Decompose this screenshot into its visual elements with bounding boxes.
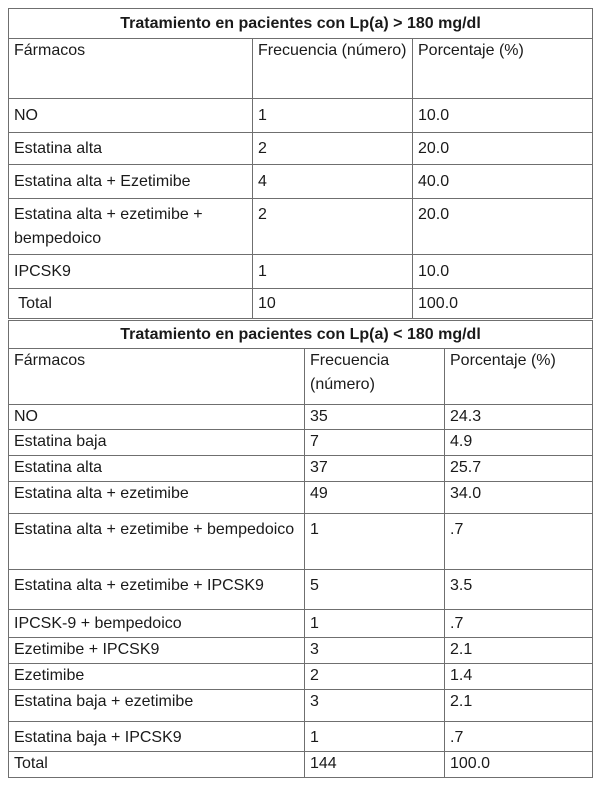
cell-farmaco: NO bbox=[9, 405, 305, 430]
table-row bbox=[9, 199, 593, 255]
cell-frecuencia: 3 bbox=[305, 690, 445, 722]
cell-farmaco: Ezetimibe bbox=[9, 664, 305, 690]
cell-frecuencia: 1 bbox=[305, 610, 445, 638]
table-row bbox=[9, 165, 593, 199]
table-row bbox=[9, 430, 593, 456]
table-row bbox=[9, 690, 593, 722]
cell-frecuencia: 1 bbox=[305, 514, 445, 570]
cell-frecuencia: 2 bbox=[253, 133, 413, 165]
table-row bbox=[9, 99, 593, 133]
header-porcentaje: Porcentaje (%) bbox=[445, 349, 593, 405]
cell-frecuencia: 1 bbox=[253, 255, 413, 289]
cell-farmaco: Estatina alta + ezetimibe + bempedoico bbox=[9, 514, 305, 570]
cell-farmaco: IPCSK9 bbox=[9, 255, 253, 289]
cell-frecuencia: 37 bbox=[305, 456, 445, 482]
cell-porcentaje: 25.7 bbox=[445, 456, 593, 482]
cell-farmaco: Estatina alta + Ezetimibe bbox=[9, 165, 253, 199]
table-row bbox=[9, 570, 593, 610]
cell-porcentaje: 34.0 bbox=[445, 482, 593, 514]
cell-frecuencia: 2 bbox=[253, 199, 413, 255]
cell-farmaco: Estatina baja bbox=[9, 430, 305, 456]
cell-frecuencia: 1 bbox=[253, 99, 413, 133]
cell-frecuencia: 35 bbox=[305, 405, 445, 430]
table-row bbox=[9, 722, 593, 752]
cell-porcentaje: 2.1 bbox=[445, 690, 593, 722]
cell-farmaco: Estatina alta bbox=[9, 456, 305, 482]
cell-porcentaje: .7 bbox=[445, 610, 593, 638]
cell-farmaco: Estatina baja + ezetimibe bbox=[9, 690, 305, 722]
table-row bbox=[9, 133, 593, 165]
cell-frecuencia: 2 bbox=[305, 664, 445, 690]
cell-porcentaje: 1.4 bbox=[445, 664, 593, 690]
cell-frecuencia: 7 bbox=[305, 430, 445, 456]
cell-porcentaje: 20.0 bbox=[413, 199, 593, 255]
table-row bbox=[9, 255, 593, 289]
cell-frecuencia: 49 bbox=[305, 482, 445, 514]
cell-porcentaje: 20.0 bbox=[413, 133, 593, 165]
cell-frecuencia: 4 bbox=[253, 165, 413, 199]
cell-farmaco: Estatina alta + ezetimibe bbox=[9, 482, 305, 514]
cell-porcentaje: 3.5 bbox=[445, 570, 593, 610]
header-farmacos: Fármacos bbox=[9, 349, 305, 405]
cell-farmaco: IPCSK-9 + bempedoico bbox=[9, 610, 305, 638]
cell-farmaco: NO bbox=[9, 99, 253, 133]
table-row bbox=[9, 482, 593, 514]
table-total-row bbox=[9, 752, 593, 778]
cell-porcentaje: 2.1 bbox=[445, 638, 593, 664]
cell-porcentaje: 100.0 bbox=[413, 289, 593, 319]
cell-frecuencia: 144 bbox=[305, 752, 445, 778]
table-title: Tratamiento en pacientes con Lp(a) < 180 mg/dl bbox=[9, 321, 593, 349]
table-row bbox=[9, 514, 593, 570]
cell-frecuencia: 5 bbox=[305, 570, 445, 610]
cell-farmaco: Total bbox=[9, 289, 253, 319]
table-title: Tratamiento en pacientes con Lp(a) > 180 mg/dl bbox=[9, 9, 593, 39]
cell-farmaco: Estatina alta + ezetimibe + bempedoico bbox=[9, 199, 253, 255]
cell-farmaco: Estatina alta bbox=[9, 133, 253, 165]
cell-porcentaje: .7 bbox=[445, 514, 593, 570]
header-porcentaje: Porcentaje (%) bbox=[413, 39, 593, 99]
cell-porcentaje: 40.0 bbox=[413, 165, 593, 199]
cell-farmaco: Estatina alta + ezetimibe + IPCSK9 bbox=[9, 570, 305, 610]
cell-frecuencia: 1 bbox=[305, 722, 445, 752]
table-header-row bbox=[9, 349, 593, 405]
cell-farmaco: Ezetimibe + IPCSK9 bbox=[9, 638, 305, 664]
header-farmacos: Fármacos bbox=[9, 39, 253, 99]
table-lpa-below-180 bbox=[8, 320, 593, 778]
cell-porcentaje: .7 bbox=[445, 722, 593, 752]
cell-frecuencia: 10 bbox=[253, 289, 413, 319]
table-row bbox=[9, 405, 593, 430]
cell-porcentaje: 10.0 bbox=[413, 99, 593, 133]
table-lpa-above-180 bbox=[8, 8, 593, 319]
table-total-row bbox=[9, 289, 593, 319]
header-frecuencia: Frecuencia (número) bbox=[305, 349, 445, 405]
table-row bbox=[9, 664, 593, 690]
header-frecuencia: Frecuencia (número) bbox=[253, 39, 413, 99]
cell-farmaco: Estatina baja + IPCSK9 bbox=[9, 722, 305, 752]
cell-porcentaje: 10.0 bbox=[413, 255, 593, 289]
cell-frecuencia: 3 bbox=[305, 638, 445, 664]
cell-porcentaje: 24.3 bbox=[445, 405, 593, 430]
cell-porcentaje: 100.0 bbox=[445, 752, 593, 778]
table-row bbox=[9, 610, 593, 638]
table-row bbox=[9, 638, 593, 664]
cell-porcentaje: 4.9 bbox=[445, 430, 593, 456]
table-row bbox=[9, 456, 593, 482]
table-header-row bbox=[9, 39, 593, 99]
cell-farmaco: Total bbox=[9, 752, 305, 778]
